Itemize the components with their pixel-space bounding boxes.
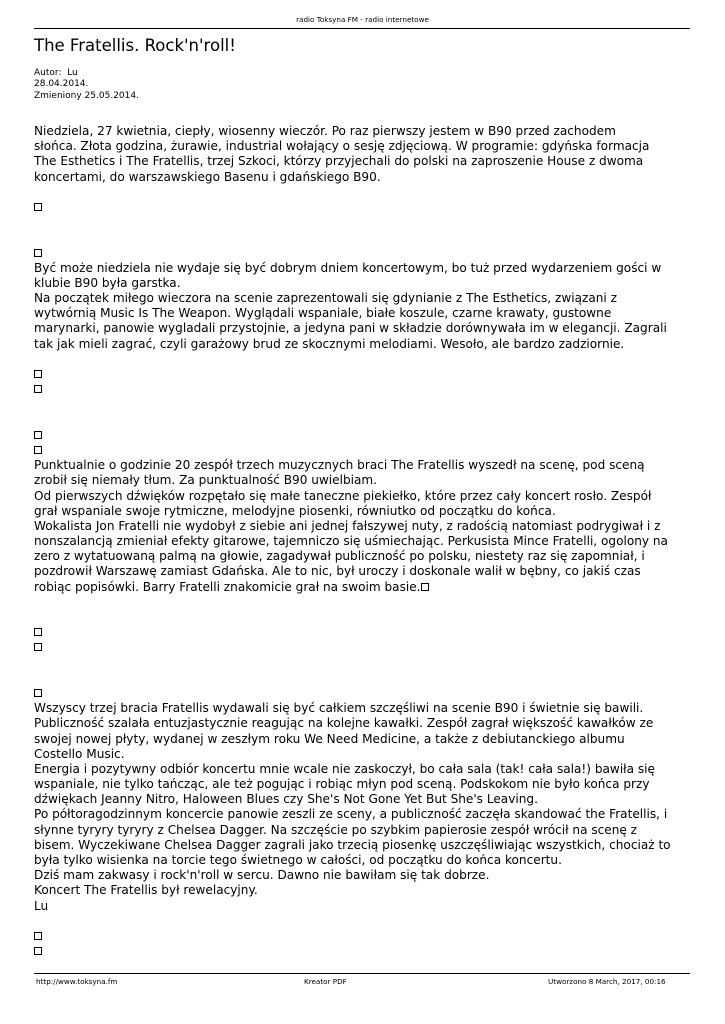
- date-line: 28.04.2014.: [34, 79, 89, 90]
- text-line: grał wspaniale swoje rytmiczne, melodyjne piosenki, równiutko od początku do końca.: [34, 503, 556, 518]
- text-line: nonszalancją zmieniał efekty gitarowe, tajemniczo się uśmiechając. Perkusista Mince Fratelli, ogolony na: [34, 534, 668, 549]
- text-line: słynne tyryry tyryry z Chelsea Dagger. Na szczęście po szybkim papierosie zespół wrócił na scenę z: [34, 822, 638, 837]
- paragraph-1: [34, 124, 684, 185]
- text-line: Być może niedziela nie wydaje się być dobrym dniem koncertowym, bo tuż przed wydarzeniem gości w: [34, 260, 662, 275]
- broken-image-icon: [34, 446, 42, 454]
- text-line: była tylko wisienka na torcie tego świetnego w całości, od początku do końca koncertu.: [34, 853, 562, 867]
- author-signature: Lu: [34, 898, 49, 913]
- broken-image-icon: [34, 431, 42, 439]
- text-line: Od pierwszych dźwięków rozpętało się małe taneczne piekiełko, które przez cały koncert rosło. Zespół: [34, 488, 652, 503]
- text-line: Publiczność szalała entuzjastycznie reagując na kolejne kawałki. Zespół zagrał większość kawałków ze: [34, 716, 654, 731]
- broken-image-icon: [34, 249, 42, 257]
- broken-image-icon: [421, 583, 429, 591]
- modified-line: Zmieniony 25.05.2014.: [34, 90, 139, 101]
- broken-image-icon: [34, 643, 42, 651]
- footer-rule: [34, 973, 690, 974]
- text-line: Na początek miłego wieczora na scenie zaprezentowali się gdynianie z The Esthetics, związani z: [34, 291, 617, 306]
- text-line: swojej nowej płyty, wydanej w zeszłym roku We Need Medicine, a także z debiutanckiego albumu: [34, 731, 625, 746]
- text-line: tak jak mieli zagrać, czyli garażowy brud ze skocznymi melodiami. Wesoło, ale bardzo zadziornie.: [34, 336, 625, 351]
- page-header: radio Toksyna FM - radio internetowe: [296, 15, 429, 24]
- article-meta: [34, 68, 139, 102]
- author-line: Autor: Lu: [34, 68, 78, 78]
- text-line: dźwiękach Jeanny Nitro, Haloween Blues czy She's Not Gone Yet But She's Leaving.: [34, 792, 538, 807]
- text-line: Wokalista Jon Fratelli nie wydobył z siebie ani jednej fałszywej nuty, z radością natomiast podrygiwał i z: [34, 518, 661, 533]
- paragraph-3: [34, 458, 684, 595]
- paragraph-2: [34, 261, 684, 352]
- text-line: Punktualnie o godzinie 20 zespół trzech muzycznych braci The Fratellis wyszedł na scenę, pod sceną: [34, 458, 645, 473]
- text-line: wytwórnią Music Is The Weapon. Wyglądali wspaniale, białe koszule, czarne krawaty, gustowne: [34, 306, 612, 321]
- text-line: Koncert The Fratellis był rewelacyjny.: [34, 883, 258, 898]
- text-line: Dziś mam zakwasy i rock'n'roll w sercu. Dawno nie bawiłam się tak dobrze.: [34, 868, 490, 883]
- text-line: Costello Music.: [34, 746, 125, 761]
- text-line: koncertami, do warszawskiego Basenu i gdańskiego B90.: [34, 169, 381, 184]
- header-rule: [34, 28, 690, 29]
- text-line: The Esthetics i The Fratellis, trzej Szkoci, którzy przyjechali do polski na zaproszenie House z dwoma: [34, 154, 644, 169]
- broken-image-icon: [34, 203, 42, 211]
- text-line: zrobił się niemały tłum. Za punktualność B90 uwielbiam.: [34, 473, 378, 488]
- footer-url: http://www.toksyna.fm: [36, 977, 118, 986]
- text-line: Energia i pozytywny odbiór koncertu mnie wcale nie zaskoczył, bo cała sala (tak! cała sala!) bawiła się: [34, 761, 655, 776]
- broken-image-icon: [34, 628, 42, 636]
- text-line: pozdrowił Warszawę zamiast Gdańska. Ale to nic, był uroczy i doskonale walił w bębny, co jakiś czas: [34, 564, 641, 579]
- text-line: Po półtoragodzinnym koncercie panowie zeszli ze sceny, a publiczność zaczęła skandować the Fratellis, i: [34, 807, 668, 822]
- text-line: słońca. Złota godzina, żurawie, industrial wołający o sesję zdjęciową. W programie: gdyńska formacja: [34, 139, 650, 154]
- broken-image-icon: [34, 370, 42, 378]
- footer-created: Utworzono 8 March, 2017, 00:16: [548, 977, 666, 986]
- text-line: marynarki, panowie wygladali przystojnie, a jedyna pani w składzie dorównywała im w elegancji. Zagrali: [34, 321, 667, 336]
- footer-creator: Kreator PDF: [304, 977, 347, 986]
- text-line: wspaniale, nie tylko tańcząc, ale też pogując i robiąc młyn pod sceną. Podskokom nie było końca przy: [34, 777, 650, 792]
- article-body: [34, 124, 684, 959]
- broken-image-icon: [34, 689, 42, 697]
- text-line: zero z wytatuowaną palmą na głowie, zagadywał publiczność po polsku, niestety raz się zapomniał, i: [34, 549, 645, 564]
- broken-image-icon: [34, 947, 42, 955]
- text-line: klubie B90 była garstka.: [34, 275, 181, 290]
- text-line: robiąc popisówki. Barry Fratelli znakomicie grał na swoim basie.: [34, 579, 421, 594]
- broken-image-icon: [34, 932, 42, 940]
- broken-image-icon: [34, 385, 42, 393]
- article-title: The Fratellis. Rock'n'roll!: [34, 36, 236, 55]
- paragraph-4: [34, 701, 684, 914]
- text-line: Wszyscy trzej bracia Fratellis wydawali się być całkiem szczęśliwi na scenie B90 i świetnie się bawili.: [34, 701, 644, 716]
- text-line: bisem. Wyczekiwane Chelsea Dagger zagrali jako trzecią piosenkę uszczęśliwiając wszystkich, chociaż to: [34, 837, 671, 852]
- text-line: Niedziela, 27 kwietnia, ciepły, wiosenny wieczór. Po raz pierwszy jestem w B90 przed zachodem: [34, 124, 616, 138]
